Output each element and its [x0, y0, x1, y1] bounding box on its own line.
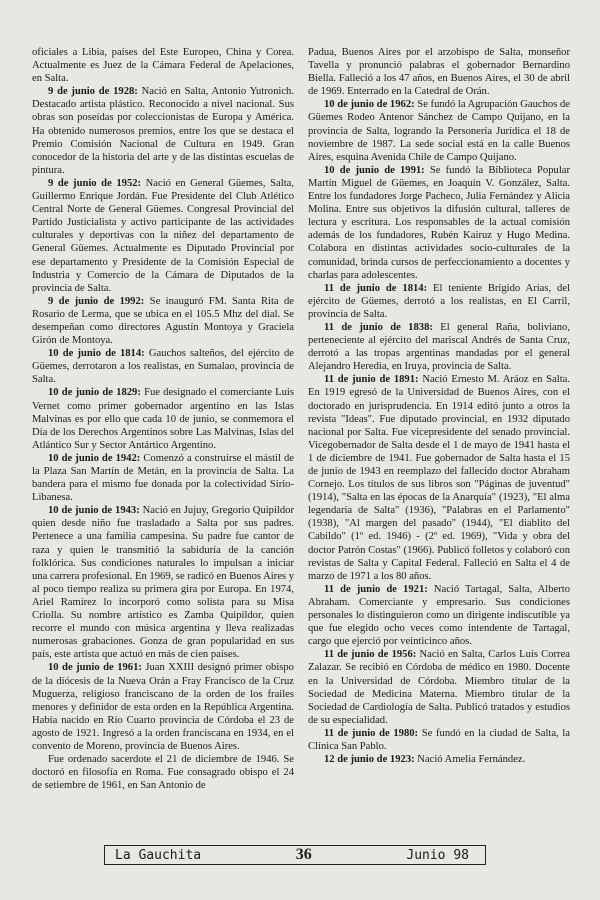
issue-date: Junio 98: [406, 847, 469, 863]
magazine-name: La Gauchita: [115, 847, 202, 863]
entry-date: 10 de junio de 1942:: [48, 452, 141, 464]
entry-text: oficiales a Libia, países del Este Europeo, China y Corea. Actualmente es Juez de la Cámara Federal de Apelaciones, en Salta.: [32, 47, 294, 85]
entry-text: Se fundó la Biblioteca Popular Martín Miguel de Güemes, en Joaquín V. González, Salta. Entre los fundadores Jorge Pacheco, Julia Fernández y Alicia Molina. Entre sus objetivos la difusión cultural, talleres de lectura y escritura. Los responsables de la actual comisión además de los fundadores, Rubén Kairuz y Hugo Medina. Colabora en distintas actividades socio-culturales de la comunidad, brinda cursos de perfeccionamiento a docentes y charlas para adolescentes.: [308, 164, 570, 281]
entry-text: Padua, Buenos Aires por el arzobispo de Salta, monseñor Tavella y pronunció palabras el gobernador Bernardino Biella. Falleció a los 47 años, en Buenos Aires, el 30 de abril de 1969. Enterrado en la Catedral de Orán.: [308, 47, 570, 98]
entry-text: Nació en Salta, Carlos Luis Correa Zalazar. Se recibió en Córdoba de médico en 1980. Docente en la Universidad de Córdoba. Miembro titular de la Sociedad de Medicina Materna. Miembro titular de la Sociedad de Cardiología de Salta. Publicó tratados y estudios de su especialidad.: [308, 649, 570, 726]
entry-paragraph: [32, 46, 294, 85]
entry-text: El general Raña, boliviano, perteneciente al ejército del mariscal Andrés de Santa Cruz, derrotó a las tropas argentinas mandadas por el general Alejandro Heredia, en Iruya, provincia de Salta.: [308, 321, 571, 373]
entry-text: Nació en General Güemes, Salta, Guillermo Enrique Jordán. Fue Presidente del Club Atlético Central Norte de General Güemes. Congresal Provincial del Partido Justicialista y activo participante de las actividades culturales y deportivas con la niñez del departamento de General Güemes. Actualmente es Diputado Provincial por ese departamento y Presidente de la Comisión Especial de Industria y Comercio de la Cámara de Diputados de la provincia de Salta.: [32, 177, 294, 294]
two-column-body: [32, 46, 570, 792]
entry-paragraph: [32, 661, 294, 753]
entry-text: Fue designado el comerciante Luis Vernet como primer gobernador argentino en las Islas Malvinas es por ello que cada 10 de junio, se conmemora el Día de los Derechos Argentinos sobre Las Malvinas, Islas del Atlántico Sur y Sector Antártico Argentino.: [32, 387, 294, 451]
entry-date: 9 de junio de 1992:: [48, 295, 145, 307]
entry-paragraph: [308, 98, 570, 163]
entry-paragraph: [308, 46, 570, 98]
entry-text: El teniente Brígido Arias, del ejército de Güemes, derrotó a los realistas, en El Carril, provincia de Salta.: [308, 282, 570, 320]
entry-date: 10 de junio de 1829:: [48, 387, 141, 399]
entry-paragraph: [308, 164, 570, 282]
entry-date: 10 de junio de 1814:: [48, 348, 145, 360]
entry-date: 11 de junio de 1921:: [324, 583, 428, 595]
entry-text: Nació en Jujuy, Gregorio Quipildor quien desde niño fue trasladado a Salta por sus padres. Pertenece a una familia campesina. Su padre fue cantor de raza y quien le transmitió la sabiduría de la canción folklórica. Sus condiciones naturales lo impulsan a iniciar una carrera profesional. En 1969, se radicó en Buenos Aires y al poco tiempo realiza su primera gira por Europa. En 1974, Ariel Ramírez lo incorporó como solista para su Misa Criolla. Su nombre artístico es Zamba Quipildor, quien recorre el mundo con música argentina y lleva realizadas numerosas grabaciones. Gonza de gran popularidad en sus país, este artista que actuó en más de cien países.: [32, 505, 294, 661]
left-column: [32, 46, 294, 792]
page-footer: [104, 845, 486, 865]
entry-paragraph: [32, 295, 294, 347]
entry-paragraph: [308, 321, 570, 373]
entry-text: Fue ordenado sacerdote el 21 de diciembre de 1946. Se doctoró en filosofía en Roma. Fue consagrado obispo el 24 de setiembre de 1961, en San Antonio de: [32, 754, 294, 792]
entry-paragraph: [32, 177, 294, 295]
entry-paragraph: [308, 648, 570, 727]
entry-text: Juan XXIII designó primer obispo de la diócesis de la Nueva Orán a Fray Francisco de la Cruz Muguerza, religioso franciscano de la orden de los frailes menores y definidor de esta orden en la República Argentina. Había nacido en Río Cuarto provincia de Córdoba el 23 de agosto de 1921. Ingresó a la orden franciscana en 1934, en el convento de Moreno, provincia de Buenos Aires.: [32, 662, 294, 752]
entry-date: 12 de junio de 1923:: [324, 754, 415, 766]
entry-date: 10 de junio de 1943:: [48, 505, 140, 517]
entry-text: Nació en Salta, Antonio Yutronich. Destacado artista plástico. Reconocido a nivel nacional. Sus obras son poseídas por coleccionistas de Europa y América. Ha obtenido numerosos premios, entre los que se destaca el Premio Comisión Nacional de Cultura en 1949. Gran conocedor de la historia del arte y de las distintas escuelas de pintura.: [32, 86, 294, 176]
entry-text: Nació Tartagal, Salta, Alberto Abraham. Comerciante y empresario. Sus condiciones personales lo distinguieron como un dirigente indiscutible ya que fue elegido ocho veces como intendente de Tartagal, cargo que ejerció por veinticinco años.: [308, 583, 570, 648]
entry-date: 10 de junio de 1991:: [324, 164, 425, 176]
entry-date: 11 de junio de 1956:: [324, 649, 417, 661]
entry-date: 11 de junio de 1980:: [324, 727, 419, 739]
entry-date: 10 de junio de 1961:: [48, 662, 142, 674]
entry-paragraph: [32, 753, 294, 792]
page-number: 36: [295, 846, 312, 863]
entry-date: 9 de junio de 1952:: [48, 177, 142, 189]
entry-text: Se fundó en la ciudad de Salta, la Clínica San Pablo.: [308, 727, 570, 752]
entry-paragraph: [32, 452, 294, 504]
entry-text: Se fundó la Agrupación Gauchos de Güemes Rodeo Antenor Sánchez de Campo Quijano, en la provincia de Salta, logrando la Personería Jurídica el 18 de noviembre de 1987. La sede social está en la calle Buenos Aires, esquina Avenida Chile de Campo Quijano.: [308, 99, 570, 163]
entry-text: Se inauguró FM. Santa Rita de Rosario de Lerma, que se ubica en el 105.5 Mhz del dial. Se desempeñan como directores Agustín Montoya y Graciela Girón de Montoya.: [32, 295, 294, 347]
entry-paragraph: [308, 583, 570, 648]
entry-text: Nació Amelia Fernández.: [414, 754, 526, 766]
entry-paragraph: [308, 727, 570, 753]
right-column: [308, 46, 570, 792]
entry-date: 9 de junio de 1928:: [48, 86, 138, 98]
entry-date: 11 de junio de 1814:: [324, 282, 428, 294]
entry-text: Gauchos salteños, del ejército de Güemes, derrotaron a los realistas, en Sumalao, provincia de Salta.: [32, 348, 294, 386]
entry-paragraph: [308, 373, 570, 583]
entry-paragraph: [32, 85, 294, 177]
entry-paragraph: [308, 753, 570, 766]
entry-paragraph: [32, 347, 294, 386]
entry-text: Nació Ernesto M. Aráoz en Salta. En 1919 egresó de la Universidad de Buenos Aires, con el doctorado en jurisprudencia. En 1914 editó junto a otros la revista "Ideas". Fue diputado provincial, en 1932 diputado nacional por Salta. Fue vicepresidente del senado provincial. Vicegobernador de Salta desde el 1 de mayo de 1941 hasta el 1 de diciembre de 1941. Fue gobernador de Salta hasta el 15 de junio de 1943 en reemplazo del fallecido doctor Abraham Cornejo. Los títulos de sus libros son "Páginas de juventud" (1914), "Salta en las épocas de la Anarquía" (1923), "El alma legendaria de Salta" (1936), "Palabras en el Parlamento" (1938), "Al margen del pasado" (1944), "El diablito del Cabildo" (1º ed. 1946) - (2º ed. 1969), "Vida y obra del doctor Patrón Costas" (1966). Publicó folletos y colaboró con revistas de Salta y Capital Federal. Falleció en Salta el 4 de marzo de 1971 a los 80 años.: [308, 374, 570, 582]
entry-date: 11 de junio de 1891:: [324, 374, 419, 386]
entry-paragraph: [32, 386, 294, 451]
entry-paragraph: [308, 282, 570, 321]
entry-date: 10 de junio de 1962:: [324, 99, 415, 111]
entry-paragraph: [32, 504, 294, 661]
entry-text: Comenzó a construirse el mástil de la Plaza San Martín de Metán, en la provincia de Salta. La bandera para el mismo fue donada por la colectividad Sirio-Libanesa.: [32, 452, 294, 504]
entry-date: 11 de junio de 1838:: [324, 321, 433, 333]
